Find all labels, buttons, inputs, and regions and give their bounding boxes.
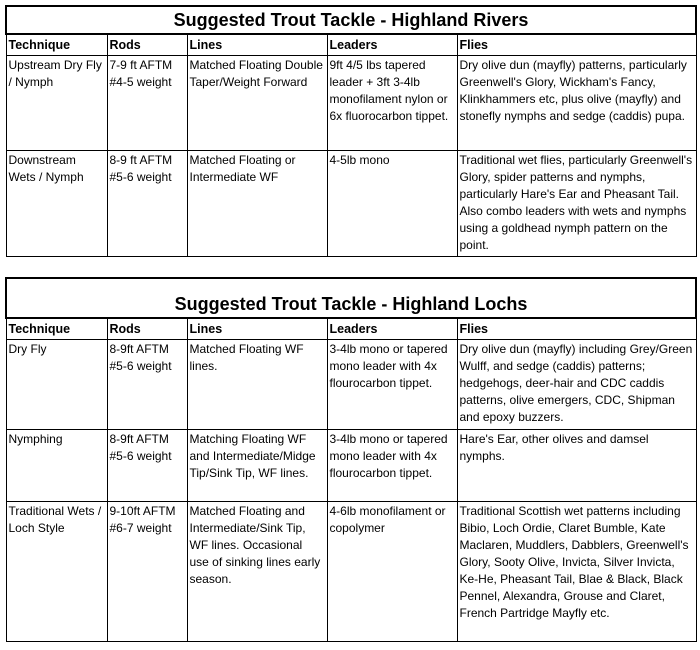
cell-flies: Traditional Scottish wet patterns including Bibio, Loch Ordie, Claret Bumble, Kate Maclaren, Muddlers, Dabblers, Greenwell's Glory, Sooty Olive, Invicta, Silver Invicta, Ke-He, Pheasant Tail, Blae & Black, Black Pennel, Alexandra, Grouse and Claret, French Partridge Mayfly etc. — [457, 502, 696, 642]
header-technique: Technique — [6, 318, 107, 340]
table-row — [6, 502, 696, 642]
cell-lines: Matched Floating WF lines. — [187, 340, 327, 430]
cell-leaders: 9ft 4/5 lbs tapered leader + 3ft 3-4lb monofilament nylon or 6x fluorocarbon tippet. — [327, 56, 457, 151]
cell-rods: 8-9ft AFTM #5-6 weight — [107, 430, 187, 502]
cell-leaders: 3-4lb mono or tapered mono leader with 4x flourocarbon tippet. — [327, 340, 457, 430]
header-rods: Rods — [107, 34, 187, 56]
cell-flies: Dry olive dun (mayfly) patterns, particularly Greenwell's Glory, Wickham's Fancy, Klinkhammers etc, plus olive (mayfly) and stonefly nymphs and sedge (caddis) pupa. — [457, 56, 696, 151]
table-row — [6, 56, 696, 151]
lochs-header-row — [6, 318, 696, 340]
header-technique: Technique — [6, 34, 107, 56]
rivers-title: Suggested Trout Tackle - Highland Rivers — [6, 6, 696, 34]
cell-technique: Upstream Dry Fly / Nymph — [6, 56, 107, 151]
lochs-title: Suggested Trout Tackle - Highland Lochs — [6, 278, 696, 318]
cell-leaders: 3-4lb mono or tapered mono leader with 4x flourocarbon tippet. — [327, 430, 457, 502]
header-flies: Flies — [457, 318, 696, 340]
tackle-sheet — [5, 5, 695, 642]
header-leaders: Leaders — [327, 318, 457, 340]
cell-leaders: 4-5lb mono — [327, 151, 457, 257]
cell-rods: 9-10ft AFTM #6-7 weight — [107, 502, 187, 642]
cell-lines: Matching Floating WF and Intermediate/Midge Tip/Sink Tip, WF lines. — [187, 430, 327, 502]
cell-technique: Downstream Wets / Nymph — [6, 151, 107, 257]
header-rods: Rods — [107, 318, 187, 340]
header-flies: Flies — [457, 34, 696, 56]
cell-technique: Dry Fly — [6, 340, 107, 430]
cell-rods: 8-9ft AFTM #5-6 weight — [107, 340, 187, 430]
cell-flies: Hare's Ear, other olives and damsel nymphs. — [457, 430, 696, 502]
cell-flies: Dry olive dun (mayfly) including Grey/Green Wulff, and sedge (caddis) patterns; hedgehogs, deer-hair and CDC caddis patterns, olive emergers, CDC, Shipman and epoxy buzzers. — [457, 340, 696, 430]
header-leaders: Leaders — [327, 34, 457, 56]
cell-lines: Matched Floating or Intermediate WF — [187, 151, 327, 257]
table-row — [6, 340, 696, 430]
cell-technique: Traditional Wets / Loch Style — [6, 502, 107, 642]
table-row — [6, 430, 696, 502]
cell-rods: 8-9 ft AFTM #5-6 weight — [107, 151, 187, 257]
lochs-table — [5, 277, 697, 642]
cell-technique: Nymphing — [6, 430, 107, 502]
cell-lines: Matched Floating and Intermediate/Sink Tip, WF lines. Occasional use of sinking lines early season. — [187, 502, 327, 642]
cell-lines: Matched Floating Double Taper/Weight Forward — [187, 56, 327, 151]
table-row — [6, 151, 696, 257]
header-lines: Lines — [187, 34, 327, 56]
header-lines: Lines — [187, 318, 327, 340]
cell-flies: Traditional wet flies, particularly Greenwell's Glory, spider patterns and nymphs, particularly Hare's Ear and Pheasant Tail. Also combo leaders with wets and nymphs using a goldhead nymph pattern on the point. — [457, 151, 696, 257]
cell-rods: 7-9 ft AFTM #4-5 weight — [107, 56, 187, 151]
cell-leaders: 4-6lb monofilament or copolymer — [327, 502, 457, 642]
rivers-table — [5, 5, 697, 277]
rivers-header-row — [6, 34, 696, 56]
table-gap — [6, 257, 696, 278]
